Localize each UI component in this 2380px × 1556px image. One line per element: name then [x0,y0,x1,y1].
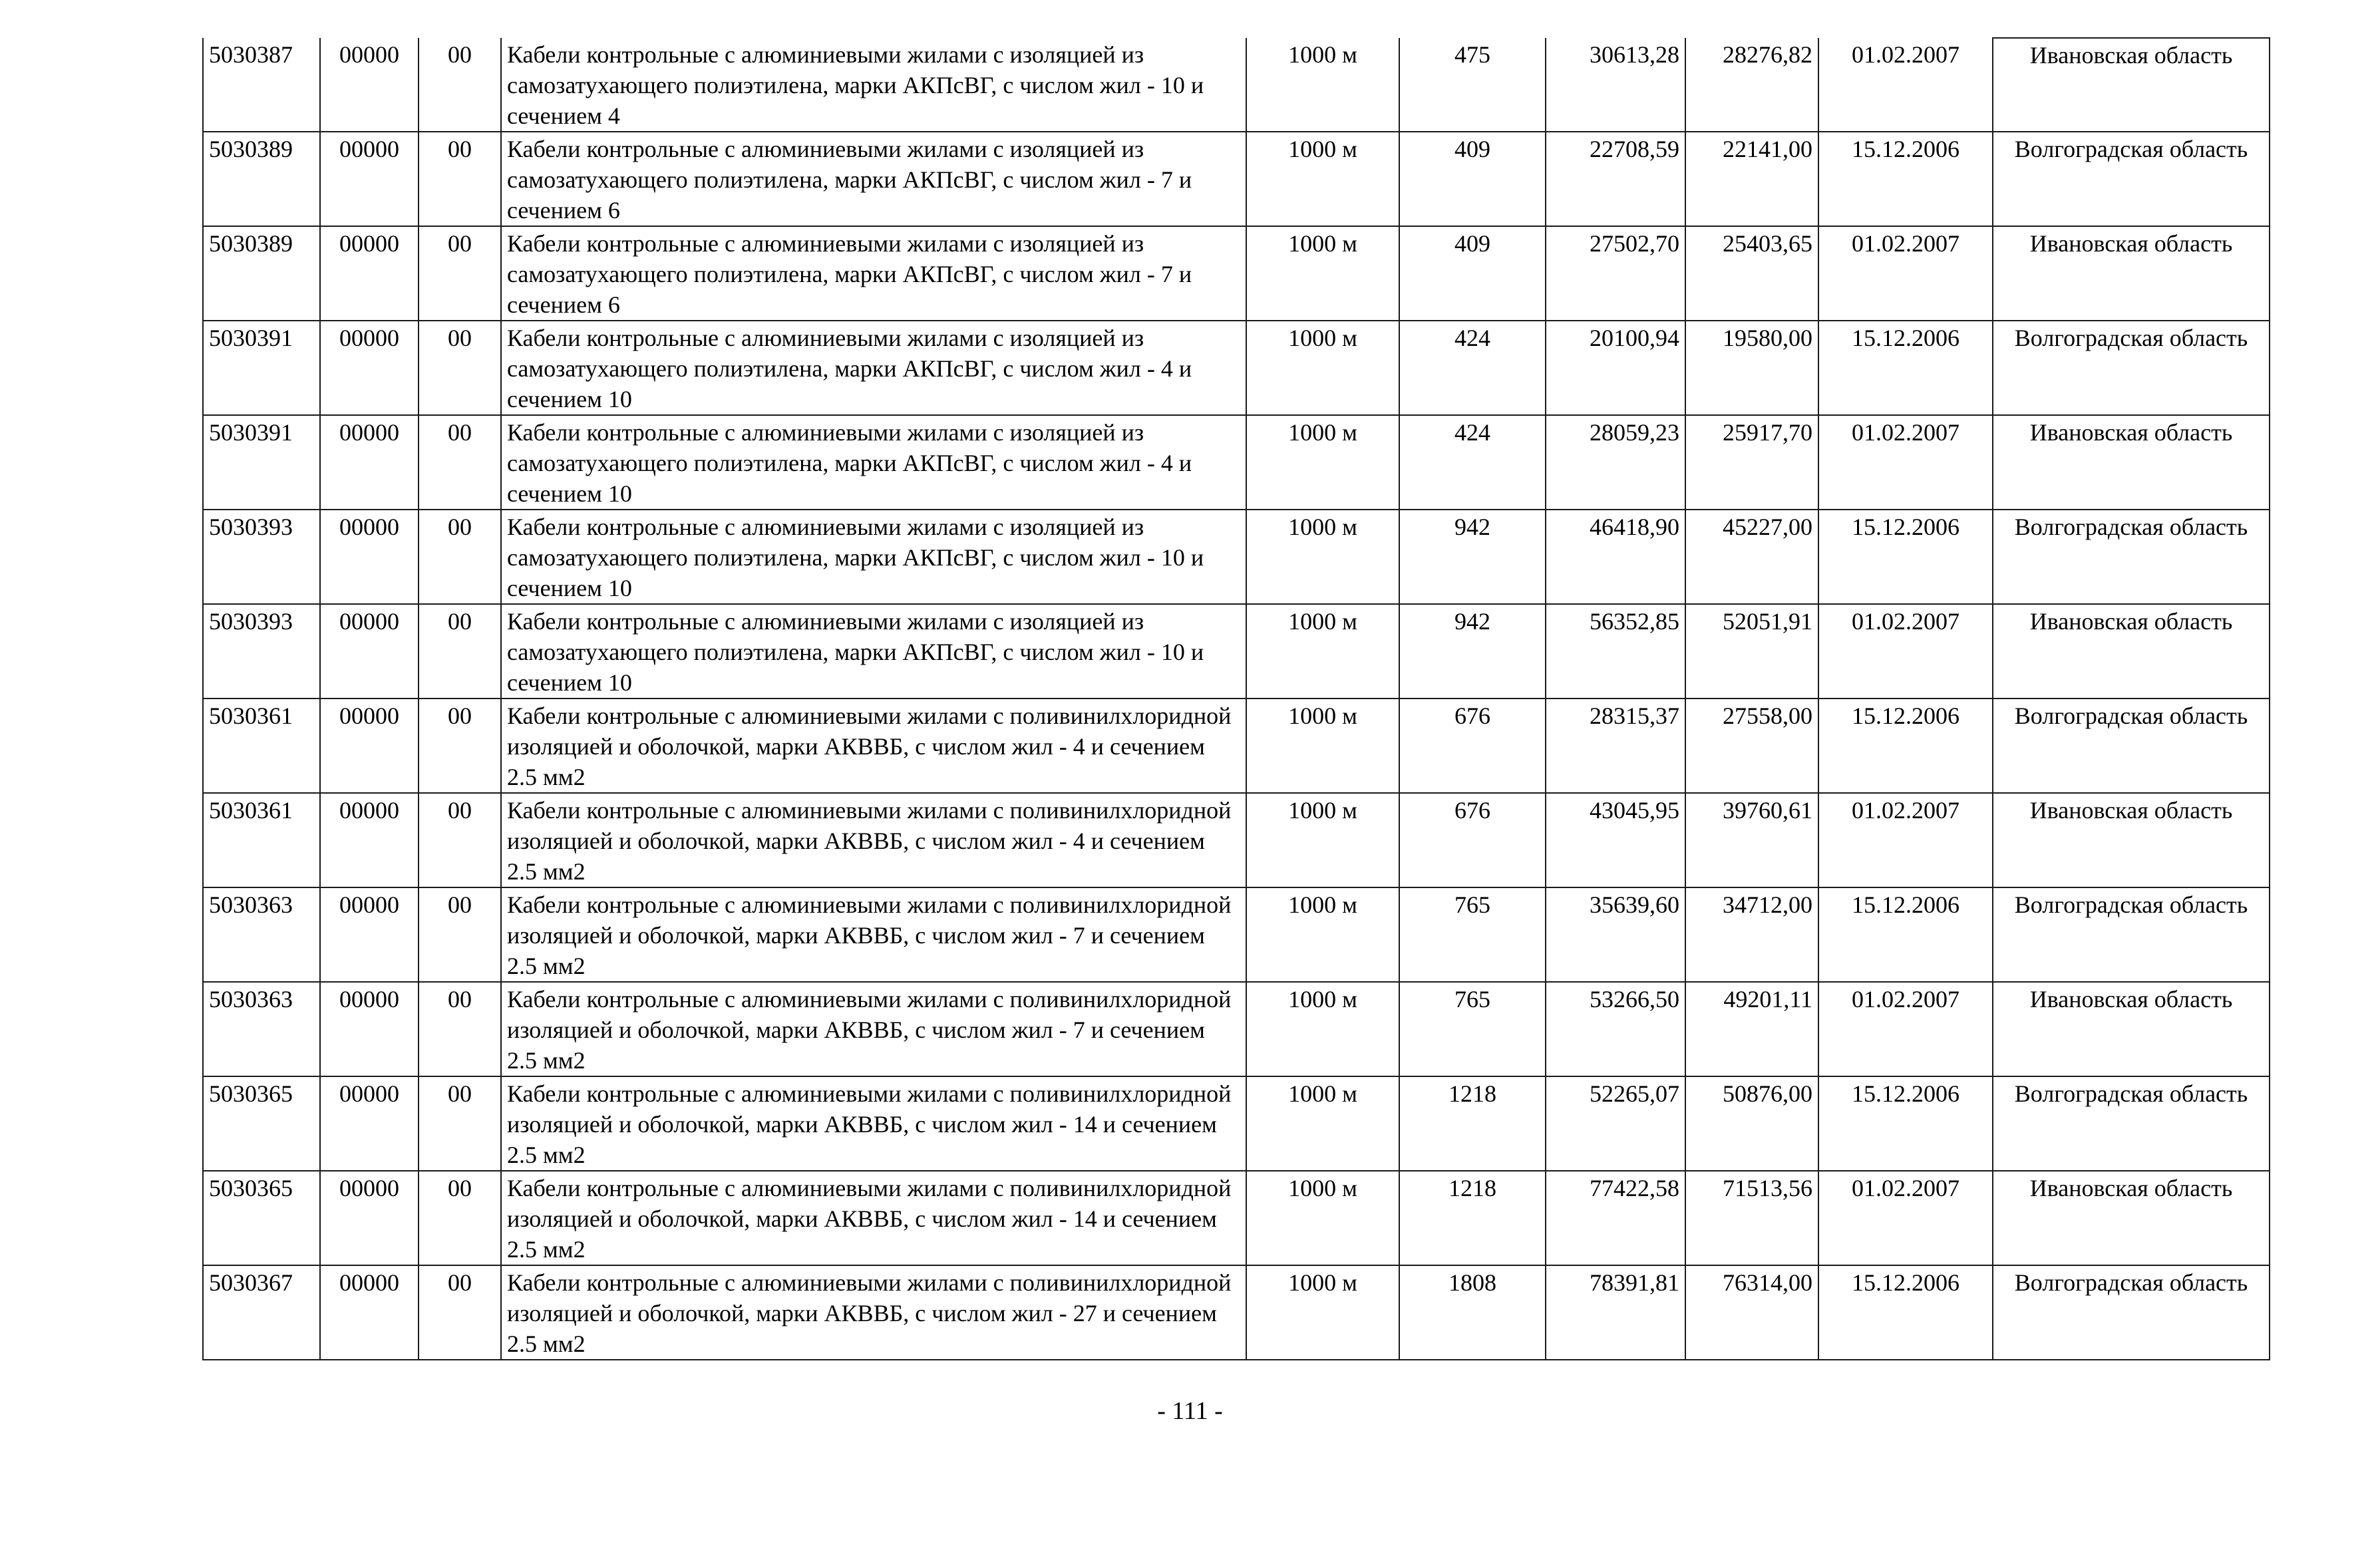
cell-subcode: 00000 [320,982,419,1076]
cell-description: Кабели контрольные с алюминиевыми жилами с изоляцией из самозатухающего полиэтилена, марки АКПсВГ, с числом жил - 7 и сечением 6 [501,226,1246,321]
cell-description: Кабели контрольные с алюминиевыми жилами с поливинилхлоридной изоляцией и оболочкой, марки АКВВБ, с числом жил - 14 и сечением 2.5 мм2 [501,1076,1246,1171]
cell-unit: 1000 м [1246,321,1399,415]
cell-price-2: 39760,61 [1685,793,1818,887]
cell-unit: 1000 м [1246,887,1399,982]
table-row [203,1265,2270,1360]
table-row [203,226,2270,321]
cell-code: 5030393 [203,510,320,604]
cell-unit: 1000 м [1246,510,1399,604]
cell-region: Волгоградская область [1993,510,2270,604]
cell-price-2: 76314,00 [1685,1265,1818,1360]
cell-date: 15.12.2006 [1818,699,1993,793]
cell-quantity: 409 [1399,132,1546,226]
price-table [202,37,2270,1360]
cell-price-2: 19580,00 [1685,321,1818,415]
cell-region: Волгоградская область [1993,1076,2270,1171]
cell-subcode: 00000 [320,510,419,604]
cell-unit: 1000 м [1246,226,1399,321]
cell-description: Кабели контрольные с алюминиевыми жилами с поливинилхлоридной изоляцией и оболочкой, марки АКВВБ, с числом жил - 4 и сечением 2.5 мм2 [501,699,1246,793]
cell-subcode-2: 00 [419,1265,501,1360]
cell-quantity: 1218 [1399,1076,1546,1171]
cell-date: 15.12.2006 [1818,1265,1993,1360]
cell-region: Ивановская область [1993,604,2270,699]
cell-quantity: 765 [1399,982,1546,1076]
cell-subcode-2: 00 [419,793,501,887]
cell-price-2: 27558,00 [1685,699,1818,793]
cell-region: Волгоградская область [1993,1265,2270,1360]
table-row [203,1076,2270,1171]
cell-region: Ивановская область [1993,38,2270,132]
cell-region: Ивановская область [1993,226,2270,321]
cell-code: 5030363 [203,982,320,1076]
cell-description: Кабели контрольные с алюминиевыми жилами с изоляцией из самозатухающего полиэтилена, марки АКПсВГ, с числом жил - 4 и сечением 10 [501,415,1246,510]
cell-unit: 1000 м [1246,132,1399,226]
cell-price-1: 43045,95 [1546,793,1685,887]
cell-price-2: 28276,82 [1685,38,1818,132]
cell-quantity: 942 [1399,604,1546,699]
cell-unit: 1000 м [1246,1076,1399,1171]
table-row [203,510,2270,604]
cell-code: 5030389 [203,132,320,226]
cell-subcode: 00000 [320,699,419,793]
cell-description: Кабели контрольные с алюминиевыми жилами с поливинилхлоридной изоляцией и оболочкой, марки АКВВБ, с числом жил - 7 и сечением 2.5 мм2 [501,982,1246,1076]
cell-description: Кабели контрольные с алюминиевыми жилами с поливинилхлоридной изоляцией и оболочкой, марки АКВВБ, с числом жил - 14 и сечением 2.5 мм2 [501,1171,1246,1265]
cell-quantity: 676 [1399,793,1546,887]
cell-quantity: 1808 [1399,1265,1546,1360]
cell-price-1: 28315,37 [1546,699,1685,793]
cell-description: Кабели контрольные с алюминиевыми жилами с изоляцией из самозатухающего полиэтилена, марки АКПсВГ, с числом жил - 4 и сечением 10 [501,321,1246,415]
cell-subcode: 00000 [320,1076,419,1171]
cell-region: Ивановская область [1993,982,2270,1076]
cell-quantity: 424 [1399,321,1546,415]
cell-unit: 1000 м [1246,415,1399,510]
cell-price-1: 22708,59 [1546,132,1685,226]
cell-subcode: 00000 [320,793,419,887]
cell-unit: 1000 м [1246,699,1399,793]
cell-unit: 1000 м [1246,604,1399,699]
cell-subcode: 00000 [320,415,419,510]
cell-description: Кабели контрольные с алюминиевыми жилами с изоляцией из самозатухающего полиэтилена, марки АКПсВГ, с числом жил - 7 и сечением 6 [501,132,1246,226]
cell-region: Волгоградская область [1993,321,2270,415]
table-row [203,887,2270,982]
cell-quantity: 475 [1399,38,1546,132]
cell-price-2: 22141,00 [1685,132,1818,226]
cell-price-1: 27502,70 [1546,226,1685,321]
cell-unit: 1000 м [1246,1171,1399,1265]
table-body [203,38,2270,1360]
cell-code: 5030389 [203,226,320,321]
cell-description: Кабели контрольные с алюминиевыми жилами с поливинилхлоридной изоляцией и оболочкой, марки АКВВБ, с числом жил - 4 и сечением 2.5 мм2 [501,793,1246,887]
cell-price-2: 25917,70 [1685,415,1818,510]
cell-subcode-2: 00 [419,699,501,793]
cell-subcode: 00000 [320,1171,419,1265]
cell-date: 01.02.2007 [1818,226,1993,321]
cell-date: 15.12.2006 [1818,1076,1993,1171]
cell-date: 01.02.2007 [1818,38,1993,132]
cell-price-1: 77422,58 [1546,1171,1685,1265]
cell-subcode-2: 00 [419,982,501,1076]
cell-code: 5030361 [203,699,320,793]
cell-region: Волгоградская область [1993,132,2270,226]
cell-subcode-2: 00 [419,510,501,604]
cell-subcode-2: 00 [419,1171,501,1265]
cell-description: Кабели контрольные с алюминиевыми жилами с изоляцией из самозатухающего полиэтилена, марки АКПсВГ, с числом жил - 10 и сечением 10 [501,510,1246,604]
cell-subcode-2: 00 [419,132,501,226]
cell-subcode: 00000 [320,226,419,321]
cell-quantity: 1218 [1399,1171,1546,1265]
cell-unit: 1000 м [1246,38,1399,132]
cell-code: 5030387 [203,38,320,132]
cell-description: Кабели контрольные с алюминиевыми жилами с поливинилхлоридной изоляцией и оболочкой, марки АКВВБ, с числом жил - 27 и сечением 2.5 мм2 [501,1265,1246,1360]
cell-code: 5030367 [203,1265,320,1360]
cell-subcode-2: 00 [419,321,501,415]
cell-subcode-2: 00 [419,226,501,321]
cell-region: Волгоградская область [1993,699,2270,793]
cell-date: 01.02.2007 [1818,793,1993,887]
cell-price-2: 25403,65 [1685,226,1818,321]
cell-price-1: 28059,23 [1546,415,1685,510]
table-row [203,38,2270,132]
cell-quantity: 942 [1399,510,1546,604]
cell-subcode: 00000 [320,1265,419,1360]
cell-subcode: 00000 [320,38,419,132]
cell-price-1: 52265,07 [1546,1076,1685,1171]
cell-region: Ивановская область [1993,793,2270,887]
cell-code: 5030361 [203,793,320,887]
table-row [203,132,2270,226]
table-row [203,982,2270,1076]
cell-description: Кабели контрольные с алюминиевыми жилами с изоляцией из самозатухающего полиэтилена, марки АКПсВГ, с числом жил - 10 и сечением 10 [501,604,1246,699]
cell-price-2: 52051,91 [1685,604,1818,699]
cell-price-1: 35639,60 [1546,887,1685,982]
cell-date: 01.02.2007 [1818,415,1993,510]
cell-subcode-2: 00 [419,1076,501,1171]
page-number: - 111 - [1157,1397,1223,1425]
cell-date: 15.12.2006 [1818,510,1993,604]
cell-quantity: 765 [1399,887,1546,982]
cell-date: 01.02.2007 [1818,604,1993,699]
cell-code: 5030363 [203,887,320,982]
cell-region: Ивановская область [1993,1171,2270,1265]
cell-price-1: 46418,90 [1546,510,1685,604]
cell-date: 15.12.2006 [1818,132,1993,226]
cell-price-2: 49201,11 [1685,982,1818,1076]
cell-quantity: 676 [1399,699,1546,793]
cell-price-1: 56352,85 [1546,604,1685,699]
cell-price-2: 45227,00 [1685,510,1818,604]
cell-subcode: 00000 [320,604,419,699]
cell-code: 5030365 [203,1076,320,1171]
cell-price-1: 30613,28 [1546,38,1685,132]
cell-subcode: 00000 [320,321,419,415]
cell-price-2: 71513,56 [1685,1171,1818,1265]
table-row [203,1171,2270,1265]
cell-price-1: 78391,81 [1546,1265,1685,1360]
cell-date: 15.12.2006 [1818,887,1993,982]
table-row [203,415,2270,510]
cell-description: Кабели контрольные с алюминиевыми жилами с изоляцией из самозатухающего полиэтилена, марки АКПсВГ, с числом жил - 10 и сечением 4 [501,38,1246,132]
cell-code: 5030391 [203,415,320,510]
cell-subcode-2: 00 [419,415,501,510]
cell-date: 01.02.2007 [1818,1171,1993,1265]
cell-subcode: 00000 [320,132,419,226]
table-row [203,604,2270,699]
cell-code: 5030391 [203,321,320,415]
cell-price-1: 53266,50 [1546,982,1685,1076]
cell-price-2: 50876,00 [1685,1076,1818,1171]
cell-price-1: 20100,94 [1546,321,1685,415]
cell-description: Кабели контрольные с алюминиевыми жилами с поливинилхлоридной изоляцией и оболочкой, марки АКВВБ, с числом жил - 7 и сечением 2.5 мм2 [501,887,1246,982]
cell-date: 15.12.2006 [1818,321,1993,415]
cell-code: 5030365 [203,1171,320,1265]
cell-unit: 1000 м [1246,793,1399,887]
cell-subcode-2: 00 [419,887,501,982]
table-row [203,699,2270,793]
cell-date: 01.02.2007 [1818,982,1993,1076]
cell-unit: 1000 м [1246,1265,1399,1360]
cell-price-2: 34712,00 [1685,887,1818,982]
table-row [203,321,2270,415]
cell-subcode-2: 00 [419,38,501,132]
cell-unit: 1000 м [1246,982,1399,1076]
cell-subcode: 00000 [320,887,419,982]
cell-region: Ивановская область [1993,415,2270,510]
cell-subcode-2: 00 [419,604,501,699]
table-row [203,793,2270,887]
cell-code: 5030393 [203,604,320,699]
cell-quantity: 409 [1399,226,1546,321]
cell-quantity: 424 [1399,415,1546,510]
cell-region: Волгоградская область [1993,887,2270,982]
